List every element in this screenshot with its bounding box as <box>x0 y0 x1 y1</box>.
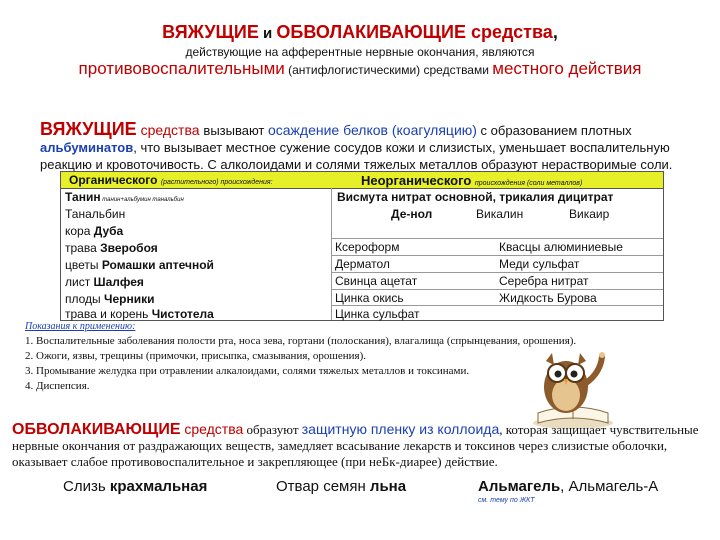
row-divider <box>331 272 663 273</box>
row-divider <box>331 289 663 290</box>
table-cell: Дерматол <box>335 257 390 271</box>
owl-illustration <box>528 343 618 429</box>
table-row: Танин танин+альбумин танальбин <box>65 190 184 204</box>
list-item: 2. Ожоги, язвы, трещины (примочки, присыпка, смазывания, орошения). <box>25 350 366 362</box>
drug-starch-mucus: Слизь крахмальная <box>63 478 208 495</box>
astringent-sredstva: средства <box>136 122 204 138</box>
astringent-text-2: с образованием плотных <box>476 123 632 138</box>
title-subtitle: действующие на афферентные нервные окончания, являются <box>185 45 535 59</box>
table-cell: Цинка сульфат <box>335 307 420 321</box>
table-cell: Квасцы алюминиевые <box>499 240 623 254</box>
astringent-highlight-1: осаждение белков <box>267 122 388 138</box>
drug-flax-decoction: Отвар семян льна <box>276 478 407 495</box>
table-cell: Де-нол <box>391 207 433 221</box>
table-row: кора Дуба <box>65 224 124 238</box>
table-cell: Ксероформ <box>335 240 400 254</box>
table-cell: Свинца ацетат <box>335 274 418 288</box>
table-cell: Викалин <box>476 207 524 221</box>
table-row: лист Шалфея <box>65 275 144 289</box>
astringent-text-3: , что вызывает местное сужение сосудов кожи и слизистых, уменьшает воспалительную реакцию и кровоточивость. С алколоидами и солями тяжелых металлов образуют нерастворимые соли. <box>40 140 673 172</box>
table-cell: Жидкость Бурова <box>499 291 597 305</box>
row-divider <box>331 255 663 256</box>
list-item: 4. Диспепсия. <box>25 380 90 392</box>
indications-title: Показания к применению: <box>25 321 136 332</box>
table-row: плоды Черники <box>65 292 155 306</box>
title-paren: (антифлогистическими) средствами <box>284 63 493 77</box>
enveloping-text-1: образуют <box>243 422 302 437</box>
title-and: и <box>258 25 277 42</box>
astringent-highlight-2: (коагуляцию) <box>387 122 477 138</box>
header-organic: Органического (растительного) происхождения: <box>69 173 273 187</box>
table-cell: Меди сульфат <box>499 257 580 271</box>
astringent-heading: ВЯЖУЩИЕ <box>40 119 137 139</box>
title-astringent: ВЯЖУЩИЕ <box>162 22 259 42</box>
enveloping-heading: ОБВОЛАКИВАЮЩИЕ <box>12 421 181 438</box>
enveloping-text-2: , которая защищает чувствительные нервные окончания от раздражающих веществ, замедляет всасывание лекарств и токсинов через слизистые оболочки, оказывает слабое противовоспалительное и закрепляющее (при неБк-диарее) действие. <box>12 422 699 469</box>
list-item: 3. Промывание желудка при отравлении алкалоидами, солями тяжелых металлов и токсинами. <box>25 365 470 377</box>
list-item: 1. Воспалительные заболевания полости рта, носа зева, гортани (полоскания), влагалища (спрынцевания, орошения). <box>25 335 577 347</box>
table-cell: Викаир <box>569 207 610 221</box>
row-divider <box>331 238 663 239</box>
table-cell: Цинка окись <box>335 291 404 305</box>
table-row: цветы Ромашки аптечной <box>65 258 214 272</box>
drugs-table <box>60 171 664 321</box>
drug-almagel: Альмагель, Альмагель-А <box>478 478 659 495</box>
title-line3 <box>0 59 720 79</box>
title-comma: , <box>552 22 558 42</box>
enveloping-paragraph <box>12 421 702 470</box>
table-row: Танальбин <box>65 207 126 221</box>
table-row: трава и корень Чистотела <box>65 307 214 321</box>
astringent-albuminates: альбуминатов <box>40 140 134 155</box>
title-enveloping: ОБВОЛАКИВАЮЩИЕ средства <box>276 22 553 42</box>
enveloping-highlight: защитную пленку из коллоида <box>301 421 500 437</box>
header-inorganic: Неорганического происхождения (соли металлов) <box>361 173 583 188</box>
table-header <box>61 172 663 189</box>
table-row: трава Зверобоя <box>65 241 158 255</box>
title-anti-inflammatory: противовоспалительными <box>78 59 285 78</box>
table-cell: Серебра нитрат <box>499 274 589 288</box>
enveloping-sredstva: средства <box>180 421 244 437</box>
page-title <box>0 22 720 43</box>
astringent-text-1: вызывают <box>203 123 268 138</box>
row-divider <box>331 305 663 306</box>
title-local-action: местного действия <box>492 59 642 78</box>
astringent-paragraph <box>40 121 688 173</box>
indications-list <box>25 319 576 394</box>
see-topic-note: см. тему по ЖКТ <box>478 497 535 504</box>
table-row: Висмута нитрат основной, трикалия дицитрат <box>337 190 614 204</box>
table-divider <box>331 188 332 320</box>
